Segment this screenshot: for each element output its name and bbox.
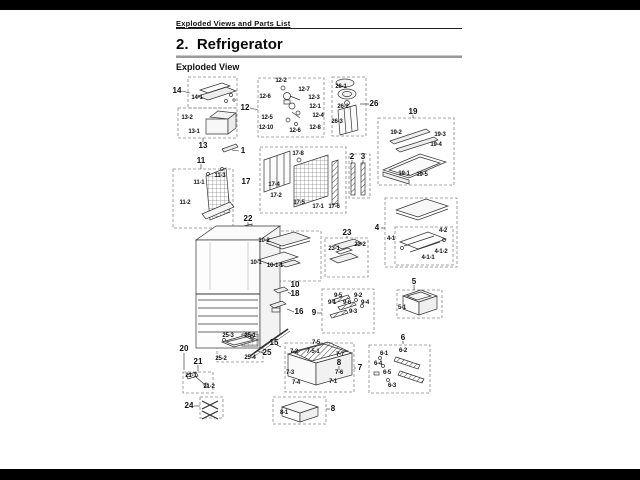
part-label: 26-2 [337,104,349,110]
part-label: 23-2 [354,242,366,248]
part-label: 7-5 [311,340,321,346]
section-title: 2. Refrigerator [176,36,283,53]
part-label: 12-8 [309,125,321,131]
part-label: 7-7 [335,352,345,358]
part-label: 9-3 [348,309,358,315]
part-label: 12-6 [289,128,301,134]
part-label: 12-4 [312,113,324,119]
part-label: 7-3 [285,370,295,376]
part-label: 19-2 [390,130,402,136]
part-label: 19-5 [416,172,428,178]
part-label: 21 [193,357,203,366]
part-label: 8-1 [279,410,289,416]
part-label: 12-10 [258,125,274,131]
part-label: 9-1 [327,300,337,306]
part-label: 9-6 [342,300,352,306]
part-label: 20 [179,344,189,353]
part-label: 10-1 [250,260,262,266]
part-label: 11 [196,156,206,165]
part-label: 4-1 [386,236,396,242]
part-label: 1 [240,146,246,155]
part-label: 17-1 [312,204,324,210]
part-label: 4-2 [438,228,448,234]
part-label: 14 [172,86,182,95]
part-label: 6-5 [382,370,392,376]
part-label: 25-1 [244,333,256,339]
part-label: 25-4 [244,355,256,361]
part-label: 2 [349,152,355,161]
part-label: 12-5 [261,115,273,121]
part-label: 25-2 [215,356,227,362]
part-label: 11-2 [179,200,191,206]
part-label: 19-4 [430,142,442,148]
part-label: 13-1 [188,129,200,135]
part-label: 12 [240,103,250,112]
part-label: 17-5 [293,200,305,206]
part-label: 9-2 [353,293,363,299]
part-label: 9 [311,308,317,317]
part-label: 19-1 [398,171,410,177]
part-label: 23-1 [328,246,340,252]
part-label: 6-3 [387,383,397,389]
part-label: 7-6 [334,370,344,376]
part-label: 9-4 [360,300,370,306]
part-label: 16 [294,307,304,316]
part-label: 7-2 [289,349,299,355]
part-label: 5 [411,277,417,286]
part-label: 11-3 [214,173,226,179]
part-label: 10-2 [258,238,270,244]
part-label: 17-6 [328,204,340,210]
part-label: 17-2 [270,193,282,199]
part-label: 13-2 [181,115,193,121]
part-label: 7-4 [291,380,301,386]
part-label: 17-8 [292,151,304,157]
part-label: 18 [290,289,300,298]
part-label: 17 [241,177,251,186]
part-label: 7-1 [328,379,338,385]
part-label: 24 [184,401,194,410]
part-label: 6 [400,333,406,342]
part-label: 8 [336,358,342,367]
running-header: Exploded Views and Parts List [176,19,291,28]
part-label: 12-6 [259,94,271,100]
part-label: 12-3 [308,95,320,101]
part-label: 12-2 [275,78,287,84]
part-label: 26-1 [335,84,347,90]
part-label: 8 [330,404,336,413]
subsection-title: Exploded View [176,62,240,72]
part-label: 6-2 [398,348,408,354]
part-label: 14-1 [191,95,203,101]
part-label: 10-1-1 [266,263,284,269]
part-label: 15 [269,338,279,347]
part-label: 6-1 [379,351,389,357]
part-label: 13 [198,141,208,150]
part-label: 17-4 [268,182,280,188]
part-label: 4-1-2 [434,249,448,255]
part-label: 12-7 [298,87,310,93]
part-label: 5-1 [397,305,407,311]
part-label: 26-3 [331,119,343,125]
part-label: 4-1-1 [421,255,435,261]
part-label: 22 [243,214,253,223]
part-label: 19 [408,107,418,116]
part-label: 10 [290,280,300,289]
part-label: 12-1 [309,104,321,110]
part-label: 21-2 [203,384,215,390]
part-label: 3 [360,152,366,161]
part-label: 25-3 [222,333,234,339]
part-label: 9-5 [333,293,343,299]
part-label: 19-3 [434,132,446,138]
part-label: 26 [369,99,379,108]
part-label: 11-1 [193,180,205,186]
part-label: 7-5-1 [306,349,320,355]
part-label: 21-1 [185,373,197,379]
part-label: 23 [342,228,352,237]
part-label: 25 [262,348,272,357]
part-label: 6-4 [373,361,383,367]
part-label: 4 [374,223,380,232]
part-label: 7 [357,363,363,372]
